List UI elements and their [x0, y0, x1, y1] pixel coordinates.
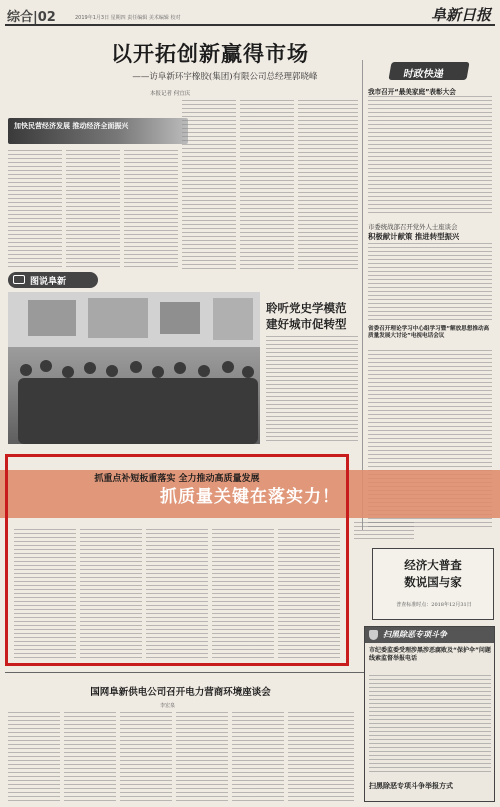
- feature-highlight-box: [5, 454, 349, 666]
- shizheng-section-tag: [388, 62, 469, 80]
- lead-body-col-4: [182, 100, 236, 270]
- shizheng-section-title: 时政快递: [402, 69, 445, 80]
- exhibition-photo: [8, 292, 260, 444]
- anticrime-header-title: 扫黑除恶专项斗争: [383, 629, 447, 639]
- overlay-banner-text: 抓质量关键在落实力！: [160, 487, 340, 507]
- bottom-byline: 李宏泉: [160, 703, 176, 709]
- sidebar-item2-title1: 市委统战部召开党外人士座谈会: [368, 223, 458, 231]
- dateline: 2019年1月3日 星期四 责任编辑 美术编辑 校对: [75, 15, 181, 21]
- photo-headline-2: 建好城市促转型: [266, 317, 347, 331]
- anticrime-footer: 扫黑除恶专项斗争举报方式: [369, 782, 453, 790]
- anticrime-header: [365, 627, 494, 643]
- census-box: [372, 548, 494, 620]
- lead-byline: 本报记者 何宜庆: [150, 91, 191, 97]
- qiye-section-title: 加快民营经济发展 推动经济全面振兴: [14, 122, 129, 130]
- lead-body-col-3: [124, 150, 178, 270]
- section-number: 综合|02: [7, 10, 56, 25]
- page-header: [5, 4, 495, 26]
- bottom-col-6: [288, 712, 354, 802]
- sidebar-item2-title2: 积极献计献策 推进转型振兴: [368, 232, 460, 241]
- photo-headline-1: 聆听党史学模范: [266, 301, 347, 315]
- bottom-col-3: [120, 712, 172, 802]
- lead-subhead: ——访阜新环宇橡胶(集团)有限公司总经理郭晓峰: [132, 72, 318, 82]
- bottom-col-4: [176, 712, 228, 802]
- bottom-headline: 国网阜新供电公司召开电力营商环境座谈会: [90, 687, 271, 698]
- census-title-2: 数说国与家: [404, 575, 462, 589]
- bottom-col-1: [8, 712, 60, 802]
- qiye-section-banner: [8, 118, 188, 144]
- anticrime-headline: 市纪委监委受理涉黑涉恶腐败及“保护伞”问题线索监督举报电话: [369, 647, 491, 662]
- tupian-section-tag: [8, 272, 98, 288]
- sidebar-item3-title: 省委召开理论学习中心组学习暨“解放思想推动高质量发展大讨论”电视电话会议: [368, 326, 490, 339]
- census-title-1: 经济大普查: [404, 558, 462, 572]
- bottom-col-5: [232, 712, 284, 802]
- anticrime-body: [369, 675, 491, 775]
- sidebar-item2-body: [368, 243, 492, 323]
- lead-body-col-6: [298, 100, 358, 270]
- sidebar-item1-body: [368, 96, 492, 216]
- sidebar-item1-title: 我市召开“最美家庭”表彰大会: [368, 88, 456, 96]
- anticrime-box: [364, 626, 495, 802]
- lead-body-col-5: [240, 100, 294, 270]
- bottom-divider: [5, 672, 365, 673]
- census-caption: 普查标准时点：2018年12月31日: [396, 602, 472, 608]
- tupian-section-title: 图说阜新: [30, 277, 67, 287]
- masthead: 阜新日报: [430, 6, 491, 24]
- camera-icon: [13, 275, 25, 284]
- lead-body-col-2: [66, 150, 120, 270]
- mid-right-body-1: [354, 522, 414, 542]
- bottom-col-2: [64, 712, 116, 802]
- feature-col-2: [80, 529, 142, 661]
- feature-col-4: [212, 529, 274, 661]
- lead-headline: 以开拓创新赢得市场: [111, 41, 309, 66]
- feature-col-3: [146, 529, 208, 661]
- lead-body-col-1: [8, 150, 62, 270]
- crowd-illustration: [8, 292, 260, 444]
- feature-headline: 抓重点补短板重落实 全力推动高质量发展: [94, 474, 260, 484]
- feature-col-5: [278, 529, 340, 661]
- shield-icon: [369, 630, 378, 640]
- photo-caption-body: [266, 336, 358, 444]
- feature-col-1: [14, 529, 76, 661]
